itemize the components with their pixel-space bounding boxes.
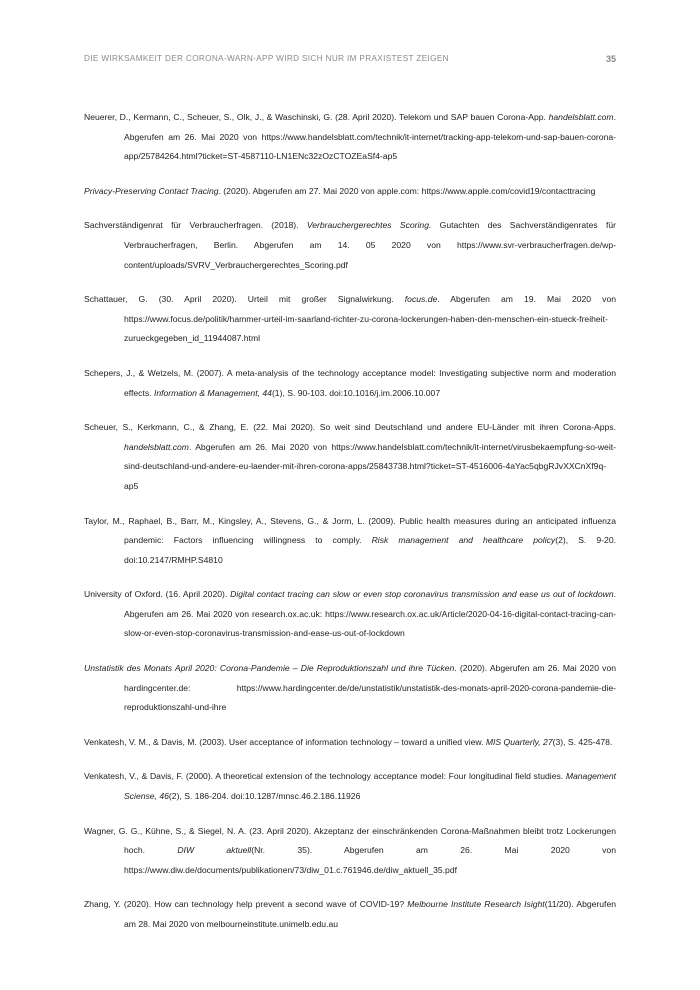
- reference-entry: [84, 418, 616, 496]
- reference-text: (2), S. 186-204. doi:10.1287/mnsc.46.2.186.11926: [168, 791, 361, 802]
- reference-text: Scheuer, S., Kerkmann, C., & Zhang, E. (22. Mai 2020). So weit sind Deutschland und andere EU-Länder mit ihren Corona-Apps.: [84, 422, 616, 433]
- reference-text: . (2020). Abgerufen am 27. Mai 2020 von apple.com: https://www.apple.com/covid19/contacttracing: [218, 185, 596, 196]
- reference-title-italic: Management Sciense, 46: [124, 771, 616, 802]
- reference-title-italic: handelsblatt.com: [548, 112, 614, 122]
- reference-title-italic: Privacy-Preserving Contact Tracing: [84, 185, 219, 196]
- reference-entry: [84, 585, 616, 644]
- reference-text: . Abgerufen am 19. Mai 2020 von https://www.focus.de/politik/hammer-urteil-im-saarland-richter-zu-corona-lockerungen-haben-den-menschen-ein-stueck-freiheit-zurueckgegeben_id_11944087.html: [124, 294, 616, 344]
- reference-text: Neuerer, D., Kermann, C., Scheuer, S., Olk, J., & Waschinski, G. (28. April 2020). Telekom und SAP bauen Corona-App.: [84, 112, 549, 122]
- reference-title-italic: Digital contact tracing can slow or even stop coronavirus transmission and ease us out of lockdown: [230, 589, 614, 600]
- reference-entry: [84, 733, 616, 753]
- reference-text: Taylor, M., Raphael, B., Barr, M., Kingsley, A., Stevens, G., & Jorm, L. (2009). Public health measures during an anticipated influenza pandemic: Factors influencing willingness to comply.: [84, 515, 616, 546]
- reference-text: Venkatesh, V. M., & Davis, M. (2003). User acceptance of information technology – toward a unified view.: [84, 736, 486, 747]
- reference-text: . Abgerufen am 26. Mai 2020 von research.ox.ac.uk: https://www.research.ox.ac.uk/Article/2020-04-16-digital-contact-tracing-can-slow-or-even-stop-coronavirus-transmission-and-ease-us-out-of-lockdown: [124, 589, 616, 639]
- reference-title-italic: handelsblatt.com: [124, 441, 189, 452]
- reference-text: . Abgerufen am 26. Mai 2020 von https://www.handelsblatt.com/technik/it-internet/virusbekaempfung-so-weit-sind-deutschland-und-andere-eu-laender-mit-ihren-corona-apps/25843738.html?ticket=ST-4516006-4aYac5qbgRJvXXCnXf9q-ap5: [124, 441, 616, 491]
- reference-text: Wagner, G. G., Kühne, S., & Siegel, N. A. (23. April 2020). Akzeptanz der einschränkenden Corona-Maßnahmen bleibt trotz Lockerungen hoch.: [84, 825, 616, 856]
- reference-entry: [84, 659, 616, 718]
- reference-text: (3), S. 425-478.: [552, 736, 613, 747]
- reference-text: Sachverständigenrat für Verbraucherfragen. (2018).: [84, 220, 307, 231]
- reference-text: . (2020). Abgerufen am 26. Mai 2020 von hardingcenter.de: https://www.hardingcenter.de/de/unstatistik/unstatistik-des-monats-april-2020-corona-pandemie-die-reproduktionszahl-und-ihre: [124, 663, 617, 713]
- reference-text: Schattauer, G. (30. April 2020). Urteil mit großer Signalwirkung.: [84, 294, 405, 305]
- reference-title-italic: Melbourne Institute Research Isight: [407, 899, 545, 910]
- reference-text: Gutachten des Sachverständigenrates für Verbraucherfragen, Berlin. Abgerufen am 14. 05 2020 von https://www.svr-verbraucherfragen.de/wp-content/uploads/SVRV_Verbrauchergerechtes_Scoring.pdf: [124, 220, 616, 270]
- reference-text: (Nr. 35). Abgerufen am 26. Mai 2020 von https://www.diw.de/documents/publikationen/73/diw_01.c.761946.de/diw_aktuell_35.pdf: [124, 845, 616, 875]
- reference-text: (2), S. 9-20. doi:10.2147/RMHP.S4810: [124, 535, 616, 565]
- reference-entry: [84, 216, 616, 275]
- reference-entry: [84, 290, 616, 349]
- reference-text: . Abgerufen am 26. Mai 2020 von https://www.handelsblatt.com/technik/it-internet/tracking-app-telekom-und-sap-bauen-corona-app/25784264.html?ticket=ST-4587110-LN1ENc32zOzCTOZEaSf4-ap5: [124, 112, 616, 162]
- reference-title-italic: Unstatistik des Monats April 2020: Corona-Pandemie – Die Reproduktionszahl und ihre Tücken: [84, 663, 455, 674]
- reference-entry: [84, 512, 616, 571]
- reference-text: (1), S. 90-103. doi:10.1016/j.im.2006.10.007: [271, 387, 441, 398]
- reference-text: Venkatesh, V., & Davis, F. (2000). A theoretical extension of the technology acceptance model: Four longitudinal field studies.: [84, 771, 566, 782]
- reference-entry: [84, 767, 616, 806]
- reference-title-italic: Information & Management, 44: [153, 387, 272, 398]
- reference-entry: [84, 895, 616, 934]
- reference-title-italic: focus.de: [404, 294, 438, 305]
- reference-entry: [84, 182, 616, 202]
- reference-title-italic: Verbrauchergerechtes Scoring.: [306, 220, 432, 231]
- reference-title-italic: Risk management and healthcare policy: [371, 535, 556, 546]
- reference-title-italic: DIW aktuell: [177, 845, 252, 856]
- running-header: [84, 54, 616, 70]
- reference-entry: [84, 108, 616, 167]
- reference-text: Zhang, Y. (2020). How can technology help prevent a second wave of COVID-19?: [84, 899, 408, 910]
- page-number: 35: [605, 54, 616, 64]
- reference-title-italic: MIS Quarterly, 27: [485, 736, 553, 747]
- reference-entry: [84, 364, 616, 403]
- reference-text: (11/20). Abgerufen am 28. Mai 2020 von melbourneinstitute.unimelb.edu.au: [124, 899, 616, 929]
- header-title: DIE WIRKSAMKEIT DER CORONA-WARN-APP WIRD SICH NUR IM PRAXISTEST ZEIGEN: [84, 54, 449, 63]
- reference-text: University of Oxford. (16. April 2020).: [84, 589, 231, 600]
- reference-entry: [84, 822, 616, 881]
- reference-text: Schepers, J., & Wetzels, M. (2007). A meta-analysis of the technology acceptance model: Investigating subjective norm and moderation effects.: [84, 367, 616, 398]
- reference-list: [84, 108, 616, 950]
